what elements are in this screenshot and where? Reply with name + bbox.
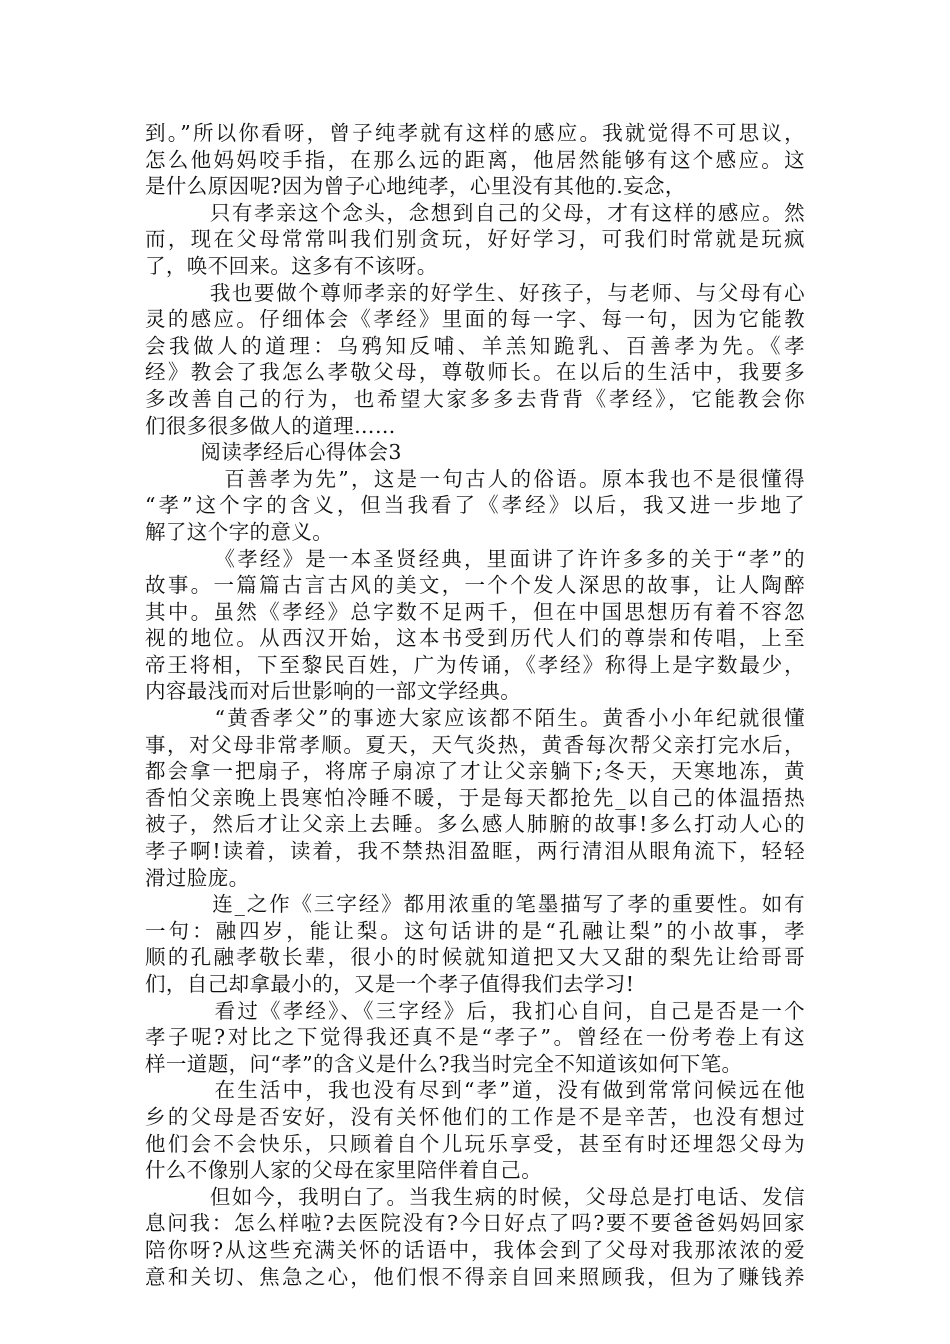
text-line: 乡的父母是否安好，没有关怀他们的工作是不是辛苦，也没有想过 <box>145 1104 805 1129</box>
text-line: 帝王将相，下至黎民百姓，广为传诵，《孝经》称得上是字数最少， <box>145 652 805 677</box>
text-line: 到。”所以你看呀，曾子纯孝就有这样的感应。我就觉得不可思议， <box>145 121 805 145</box>
text-line: 一句：融四岁，能让梨。这句话讲的是“孔融让梨”的小故事，孝 <box>145 918 805 943</box>
text-line: 都会拿一把扇子，将席子扇凉了才让父亲躺下;冬天，天寒地冻，黄 <box>145 759 805 784</box>
text-line: 他们会不会快乐，只顾着自个儿玩乐享受，甚至有时还埋怨父母为 <box>145 1131 805 1156</box>
text-line: 怎么他妈妈咬手指，在那么远的距离，他居然能够有这个感应。这 <box>145 147 805 172</box>
text-line: 看过《孝经》、《三字经》后，我扪心自问，自己是否是一个 <box>145 998 805 1023</box>
text-line: 多改善自己的行为，也希望大家多多去背背《孝经》，它能教会你 <box>145 386 805 411</box>
text-line: 是什么原因呢?因为曾子心地纯孝，心里没有其他的.妄念， <box>145 174 686 199</box>
text-line: 孝子呢?对比之下觉得我还真不是“孝子”。曾经在一份考卷上有这 <box>145 1025 805 1050</box>
text-line: 意和关切、焦急之心，他们恨不得亲自回来照顾我，但为了赚钱养 <box>145 1264 805 1289</box>
text-line: 孝子啊!读着，读着，我不禁热泪盈眶，两行清泪从眼角流下，轻轻 <box>145 839 805 864</box>
text-line: “孝”这个字的含义，但当我看了《孝经》以后，我又进一步地了 <box>145 493 805 518</box>
text-line: 但如今，我明白了。当我生病的时候，父母总是打电话、发信 <box>145 1184 805 1209</box>
text-line: 陪你呀?从这些充满关怀的话语中，我体会到了父母对我那浓浓的爱 <box>145 1237 805 1262</box>
text-line: 其中。虽然《孝经》总字数不足两千，但在中国思想历有着不容忽 <box>145 599 805 624</box>
text-line: 滑过脸庞。 <box>145 865 250 890</box>
text-line: 经》教会了我怎么孝敬父母，尊敬师长。在以后的生活中，我要多 <box>145 360 805 385</box>
section-heading: 阅读孝经后心得体会3 <box>145 440 402 465</box>
text-line: 会我做人的道理：乌鸦知反哺、羊羔知跪乳、百善孝为先。《孝 <box>145 333 805 358</box>
text-line: 连_之作《三字经》都用浓重的笔墨描写了孝的重要性。如有 <box>145 892 805 917</box>
text-line: 息问我：怎么样啦?去医院没有?今日好点了吗?要不要爸爸妈妈回家 <box>145 1211 805 1236</box>
text-line: 事，对父母非常孝顺。夏天，天气炎热，黄香每次帮父亲打完水后， <box>145 732 805 757</box>
text-line: 百善孝为先”，这是一句古人的俗语。原本我也不是很懂得 <box>145 466 805 491</box>
text-line: 《孝经》是一本圣贤经典，里面讲了许许多多的关于“孝”的 <box>145 546 805 571</box>
text-line: 解了这个字的意义。 <box>145 519 334 544</box>
text-line: 只有孝亲这个念头，念想到自己的父母，才有这样的感应。然 <box>145 200 805 225</box>
text-line: 被子，然后才让父亲上去睡。多么感人肺腑的故事!多么打动人心的 <box>145 812 805 837</box>
text-line: 灵的感应。仔细体会《孝经》里面的每一字、每一句，因为它能教 <box>145 307 805 332</box>
text-line: 视的地位。从西汉开始，这本书受到历代人们的尊崇和传唱，上至 <box>145 626 805 651</box>
text-line: 什么不像别人家的父母在家里陪伴着自己。 <box>145 1158 543 1183</box>
text-line: 而，现在父母常常叫我们别贪玩，好好学习，可我们时常就是玩疯 <box>145 227 805 252</box>
text-line: 我也要做个尊师孝亲的好学生、好孩子，与老师、与父母有心 <box>145 280 805 305</box>
text-line: 香怕父亲晚上畏寒怕冷睡不暖，于是每天都抢先_以自己的体温捂热 <box>145 785 805 810</box>
text-line: “黄香孝父”的事迹大家应该都不陌生。黄香小小年纪就很懂 <box>145 706 805 731</box>
text-line: 们，自己却拿最小的，又是一个孝子值得我们去学习! <box>145 972 635 996</box>
text-line: 在生活中，我也没有尽到“孝”道，没有做到常常问候远在他 <box>145 1078 805 1103</box>
text-line: 故事。一篇篇古言古风的美文，一个个发人深思的故事，让人陶醉 <box>145 573 805 598</box>
text-line: 顺的孔融孝敬长辈，很小的时候就知道把又大又甜的梨先让给哥哥 <box>145 945 805 970</box>
text-line: 样一道题，问“孝”的含义是什么?我当时完全不知道该如何下笔。 <box>145 1051 743 1076</box>
text-line: 们很多很多做人的道理…… <box>145 413 396 438</box>
text-line: 内容最浅而对后世影响的一部文学经典。 <box>145 679 522 704</box>
document-body <box>145 120 805 1290</box>
text-line: 了，唤不回来。这多有不该呀。 <box>145 253 438 278</box>
